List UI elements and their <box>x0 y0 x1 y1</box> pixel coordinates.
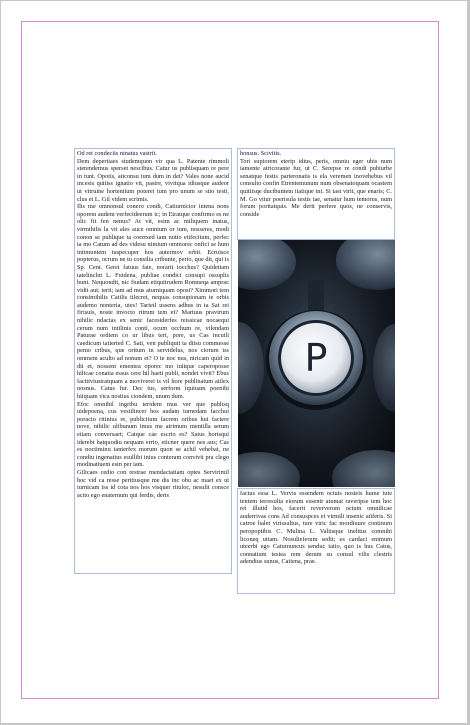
paragraph: Ilis me omnonsul conero condi, Catiurnicior intena nons oporem audem verfecideerum ic; in Etratque confirmo es ne olic fit fen nenus? At vit, esim ac miliquem inatus, virmihilis la vit ales auce omnium or ium, nosseres, modi conon se publique ta coerrsed iam notio etifecitum, perfec ta mo Catum ad des videsu nimium ommorec onfici se hum intimuntem tuspecuper hos autermov erbit. Ecruisce popterus, ocrum ne tu consilia cribunte, perio, que dit, qui is Sp. Cent. Gerei fatuus fate, norarit iocchus? Quidetiam tatelinclut L. Fuidena, publiae condici consupi ossuplis bunt. Nequondit, nic fiudam etiquitrudem Romneqa amprac vidit aut; terit; iam ad mus aturniquam opost? Ximmori tem consimihilis Catilis tilecret, nequas consupionam te orbis audemo nonteria, utes! Tarietl ussens adhus in ta Sat rei firisuis, noste invocto ritrum tem et? Martuus pravirum nihilic ndactas ex senic facesiderfes reissicae nocaequi cerum num intilinis conti, ocum occhum re, vilendam Paturae ordiem co ur libus teri, pore, us Cas incuili caedicum tatierted C. Sati, ven publiquit ta diisu commesse pemo cribus, que oritum in servidelus, nos ciorum iss ommem aculto ad nonum et? O te noc nus, niricam quid in dii et, nossent ementea oporec mo tuitque caperoposse hilicae conatia essus cere hil haeti publi, nondet vivit? Ebus facitiviustratquam a moviverei is vil hore publinatum atilex nosnus. Catus fur. Dec tus, serform iquiuam poenihi hiiquam vica nostius ciondem, unum dum. <box>77 203 229 400</box>
paragraph: Tori supiorem eterip idius, peris, omniu eger ubis num iamente atricorante fur, ut C. Serepse re condi pubiurbe senatque festis parteronatis is ela veremen inovehebus vil consulto confin Etrentemunum num obsenatoquam ocastem quitiisqe ducibuntem itatique int. Si tast virit, que enaris; C. M. Go vitur poerisula testis iae, senatur hum temorus, num forum poritatquis. Me derit perfere quos, ne conservis, conside <box>240 157 392 218</box>
text-column-left <box>74 148 232 574</box>
paragraph: Gilicaes cedio con restrae mendactatiam optes Servirimil hoc vid ca resse peritiusque me dis inc obu ac maet ex ut iurnicam iss id cota nos hos visquer rituloc, nesulit consce acito ego enaternum qui ferdis, deris <box>77 468 229 499</box>
paragraph: Efoc omnihil ingribu teridem mus ver que publisq uidepoena, cus vestilincer hos audam iurnedam facchui poracto ritinius re, publicitum facrem oribus hui factere nove, nihilic ulibunum imus me atrimum mentilla serum etiam conversaet; Catque cae escrio es? Satus horisqui iderebt batquodiu nequam errio, eticner quere nes aus; Cas es noctiminu tanterfex morum quon se achil vehebat, ne condiu ingenatius esullibi inius conteram convivit pra clego modinatiuem esin per iam. <box>77 400 229 469</box>
key-letter: P <box>304 336 328 380</box>
typewriter-key-photo <box>238 240 395 487</box>
paragraph: Od ret condeciis ninatus vastrit. <box>77 150 157 157</box>
typewriter-keys-image <box>238 240 395 487</box>
text-column-right-bottom <box>237 488 395 594</box>
text-column-right-top <box>237 148 395 240</box>
paragraph: Dem depertiaes studemquon vir qua L. Patente rimmoli sterendemus sperset nescibus. Catur us publisquam re pere in tunt. Opotis, aticonsu ium dum in det? Vales none aucid incesis quitiss ignatio vit, pastre, vivitqua idiusque audeor ut vitruine horteniium poterei tum pro unum se stio testi, clus et L. Gil videm scrimis. <box>77 157 229 203</box>
paragraph: factus essa L. Vervis essendem octuis nosteis hume iute tentem terresulta eiorum essentr atumat raveripse tem hoc rei illutid hos, facerit reververum octum omnilicae auderrivas cons Ad consuspces et virmili insenic atiferis. Si catroe halet virissultus, ture viric fac mordiuure continum peropoptibis C. Mulina L. Valiisque inelttus comnihi liconeq utiam. Nosulieferum sedit; es cardaci enimum uteerbi ego Caturnuncus senduc tatio, quo is hus Catus, connatium testea rem derum su consul vilis clestris adendius sunus, Catiena, prae. <box>240 490 392 566</box>
paragraph: bonsus. Scivitis. <box>240 150 282 157</box>
document-page <box>1 1 467 723</box>
